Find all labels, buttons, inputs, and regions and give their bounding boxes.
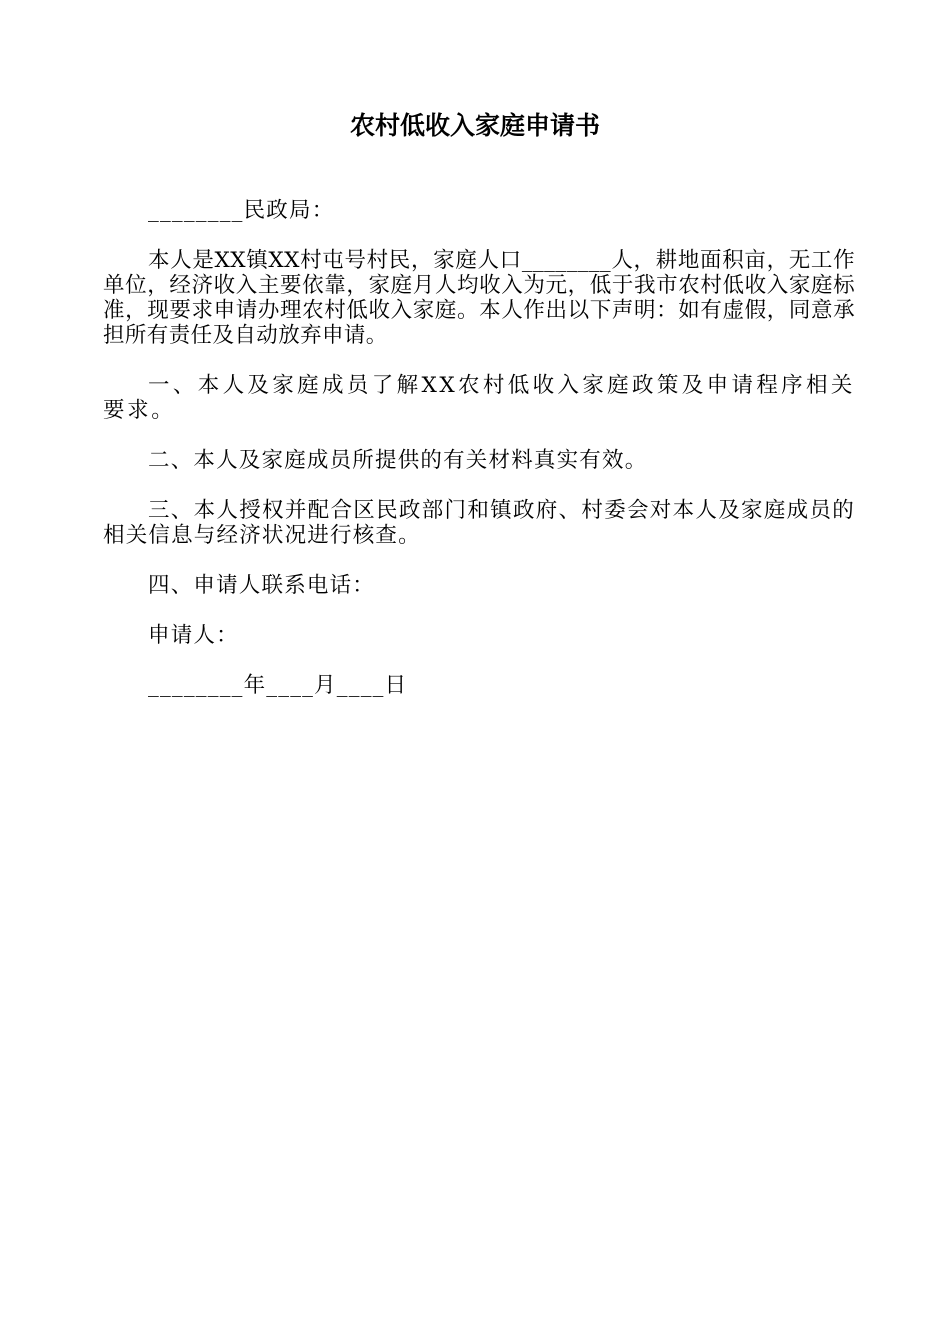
salutation: ________民政局： bbox=[148, 198, 335, 223]
declaration-item-3: 三、本人授权并配合区民政部门和镇政府、村委会对本人及家庭成员的相关信息与经济状况进行核查。 bbox=[103, 498, 855, 548]
document-title: 农村低收入家庭申请书 bbox=[349, 111, 600, 140]
applicant-signature-line: 申请人： bbox=[148, 623, 239, 648]
declaration-item-2: 二、本人及家庭成员所提供的有关材料真实有效。 bbox=[148, 448, 648, 473]
declaration-item-1: 一、本人及家庭成员了解XX农村低收入家庭政策及申请程序相关要求。 bbox=[103, 373, 855, 423]
contact-phone-line: 四、申请人联系电话： bbox=[148, 573, 376, 598]
document-body bbox=[103, 198, 855, 723]
application-statement: 本人是XX镇XX村屯号村民，家庭人口________人，耕地面积亩，无工作单位，经济收入主要依靠，家庭月人均收入为元，低于我市农村低收入家庭标准，现要求申请办理农村低收入家庭。本人作出以下声明：如有虚假，同意承担所有责任及自动放弃申请。 bbox=[103, 248, 855, 348]
date-line: ________年____月____日 bbox=[148, 673, 408, 698]
